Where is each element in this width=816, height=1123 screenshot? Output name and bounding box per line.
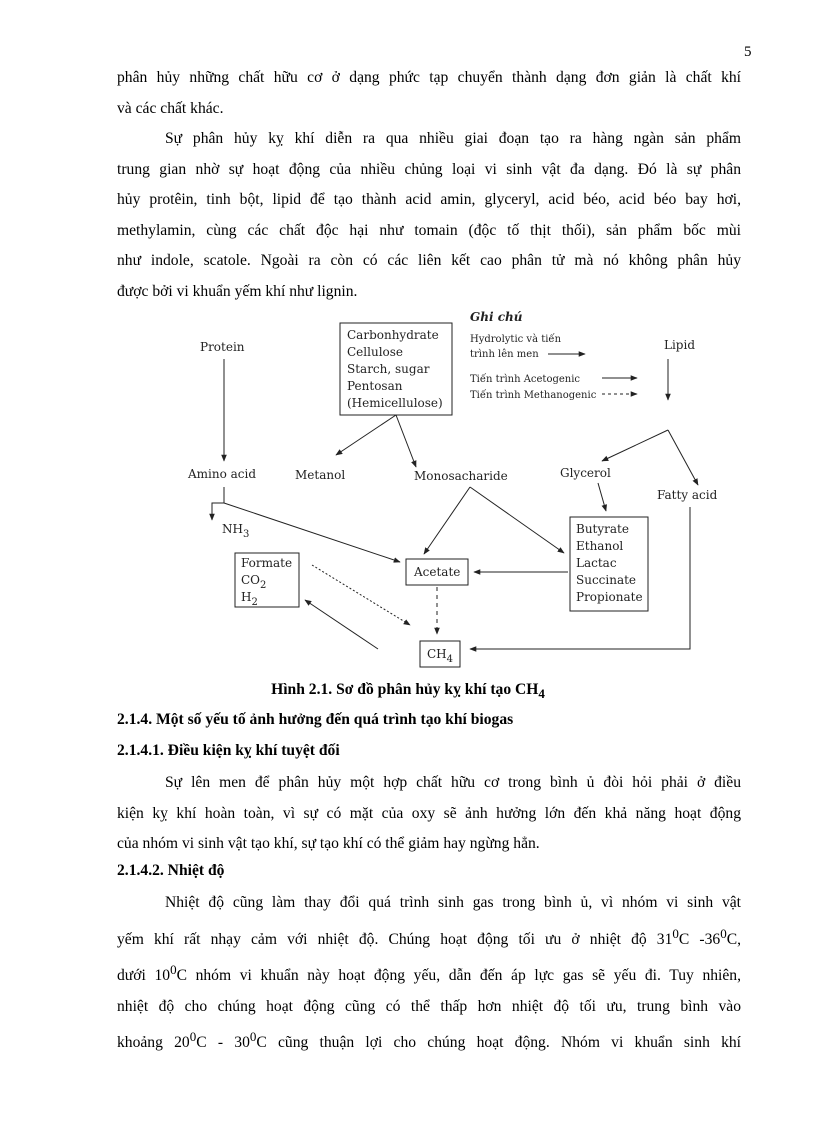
node-glycerol: Glycerol <box>560 466 611 480</box>
carb-item: Starch, sugar <box>347 362 430 376</box>
text-line: hủy protêin, tinh bột, lipid để tạo thành acid amin, glyceryl, acid béo, acid béo bay hơi, <box>117 191 741 208</box>
anaerobic-decomposition-diagram <box>170 303 730 675</box>
carb-item: Carbonhydrate <box>347 328 439 342</box>
node-ch4: $CH_4$ <box>427 647 454 665</box>
node-metanol: Metanol <box>295 468 346 482</box>
legend-title: Ghi chú <box>470 310 523 324</box>
arrow-lipid-fattyacid <box>668 430 698 485</box>
node-nh3: $NH_3$ <box>222 522 250 540</box>
arrow-to-formate <box>305 600 378 649</box>
arrow-formate-ch4 <box>312 565 410 625</box>
arrow-glycerol-butyrate <box>598 483 606 511</box>
formate-item-co2: $CO_2$ <box>241 573 267 591</box>
section-heading-2-1-4-2: 2.1.4.2. Nhiệt độ <box>117 862 225 879</box>
butyrate-item: Ethanol <box>576 539 624 553</box>
arrow-mono-butyrate <box>470 487 564 553</box>
arrow-carb-metanol <box>336 415 396 455</box>
legend-hydrolytic: Hydrolytic và tiến <box>470 334 562 345</box>
carb-item: Pentosan <box>347 379 403 393</box>
text-line: khoảng $20^0C - 30^0C$ cũng thuận lợi cho chúng hoạt động. Nhóm vi khuẩn sinh khí <box>117 1029 742 1052</box>
node-acetate: Acetate <box>414 565 461 579</box>
text-line: phân hủy những chất hữu cơ ở dạng phức tạp chuyển thành dạng đơn giản là chất khí <box>117 69 741 86</box>
text-line: của nhóm vi sinh vật tạo khí, sự tạo khí có thể giảm hay ngừng hẳn. <box>117 835 540 852</box>
text-line: Sự phân hủy kỵ khí diễn ra qua nhiều giai đoạn tạo ra hàng ngàn sản phẩm <box>165 130 741 147</box>
arrow-amino-nh3 <box>212 487 224 520</box>
page-number: 5 <box>744 44 752 60</box>
text-line: được bởi vi khuẩn yếm khí như lignin. <box>117 282 358 300</box>
text-line: và các chất khác. <box>117 99 224 117</box>
text-line: kiện kỵ khí hoàn toàn, vì sự có mặt của oxy sẽ ảnh hưởng lớn đến khả năng hoạt động <box>117 804 741 822</box>
text-line: Nhiệt độ cũng làm thay đổi quá trình sinh gas trong bình ủ, vì nhóm vi sinh vật <box>165 894 741 911</box>
text-line: như indole, scatole. Ngoài ra còn có các liên kết cao phân tử mà nó không phân hủy <box>117 252 741 269</box>
text-line: Sự lên men để phân hủy một hợp chất hữu cơ trong bình ủ đòi hỏi phải ở điều <box>165 774 741 791</box>
node-lipid: Lipid <box>664 338 696 352</box>
text-line: yếm khí rất nhạy cảm với nhiệt độ. Chúng hoạt động tối ưu ở nhiệt độ $31^0C$ $-36^0C$, <box>117 925 741 948</box>
paragraph-anaerobic-decomposition <box>117 124 741 307</box>
formate-item: Formate <box>241 556 293 570</box>
legend-methanogenic: Tiến trình Methanogenic <box>470 390 597 401</box>
carb-item: Cellulose <box>347 345 404 359</box>
paragraph-temperature <box>117 888 741 1059</box>
butyrate-item: Lactac <box>576 556 617 570</box>
paragraph-anaerobic-conditions <box>117 768 741 860</box>
node-fatty-acid: Fatty acid <box>657 488 718 502</box>
text-line: nhiệt độ cho chúng hoạt động cũng có thể thấp hơn nhiệt độ tối ưu, trung bình vào <box>117 997 741 1015</box>
paragraph-intro <box>117 63 741 124</box>
butyrate-item: Butyrate <box>576 522 629 536</box>
formate-item-h2: $H_2$ <box>241 590 258 608</box>
figure-caption: Hình 2.1. Sơ đồ phân hủy kỵ khí tạo $CH_4$ <box>271 681 545 702</box>
legend-acetogenic: Tiến trình Acetogenic <box>470 374 581 385</box>
section-heading-2-1-4: 2.1.4. Một số yếu tố ảnh hưởng đến quá trình tạo khí biogas <box>117 711 514 728</box>
butyrate-item: Succinate <box>576 573 637 587</box>
section-heading-2-1-4-1: 2.1.4.1. Điều kiện kỵ khí tuyệt đối <box>117 742 340 759</box>
node-protein: Protein <box>200 340 245 354</box>
arrow-lipid-glycerol <box>602 430 668 461</box>
text-line: methylamin, cùng các chất độc hại như tomain (độc tố thịt thối), sản phẩm bốc mùi <box>117 221 741 239</box>
text-line: trung gian nhờ sự hoạt động của nhiều chủng loại vi sinh vật đa dạng. Đó là sự phân <box>117 160 741 178</box>
node-amino-acid: Amino acid <box>188 467 257 481</box>
butyrate-item: Propionate <box>576 590 643 604</box>
text-line: dưới $10^0C$ nhóm vi khuẩn này hoạt động yếu, dẫn đến áp lực gas sẽ yếu đi. Tuy nhiên, <box>117 962 742 985</box>
carb-item: (Hemicellulose) <box>347 396 443 410</box>
arrow-carb-monosacharide <box>396 415 416 467</box>
node-monosacharide: Monosacharide <box>414 469 508 483</box>
arrow-mono-acetate <box>424 487 470 554</box>
legend-hydrolytic-line2: trình lên men <box>470 349 539 360</box>
